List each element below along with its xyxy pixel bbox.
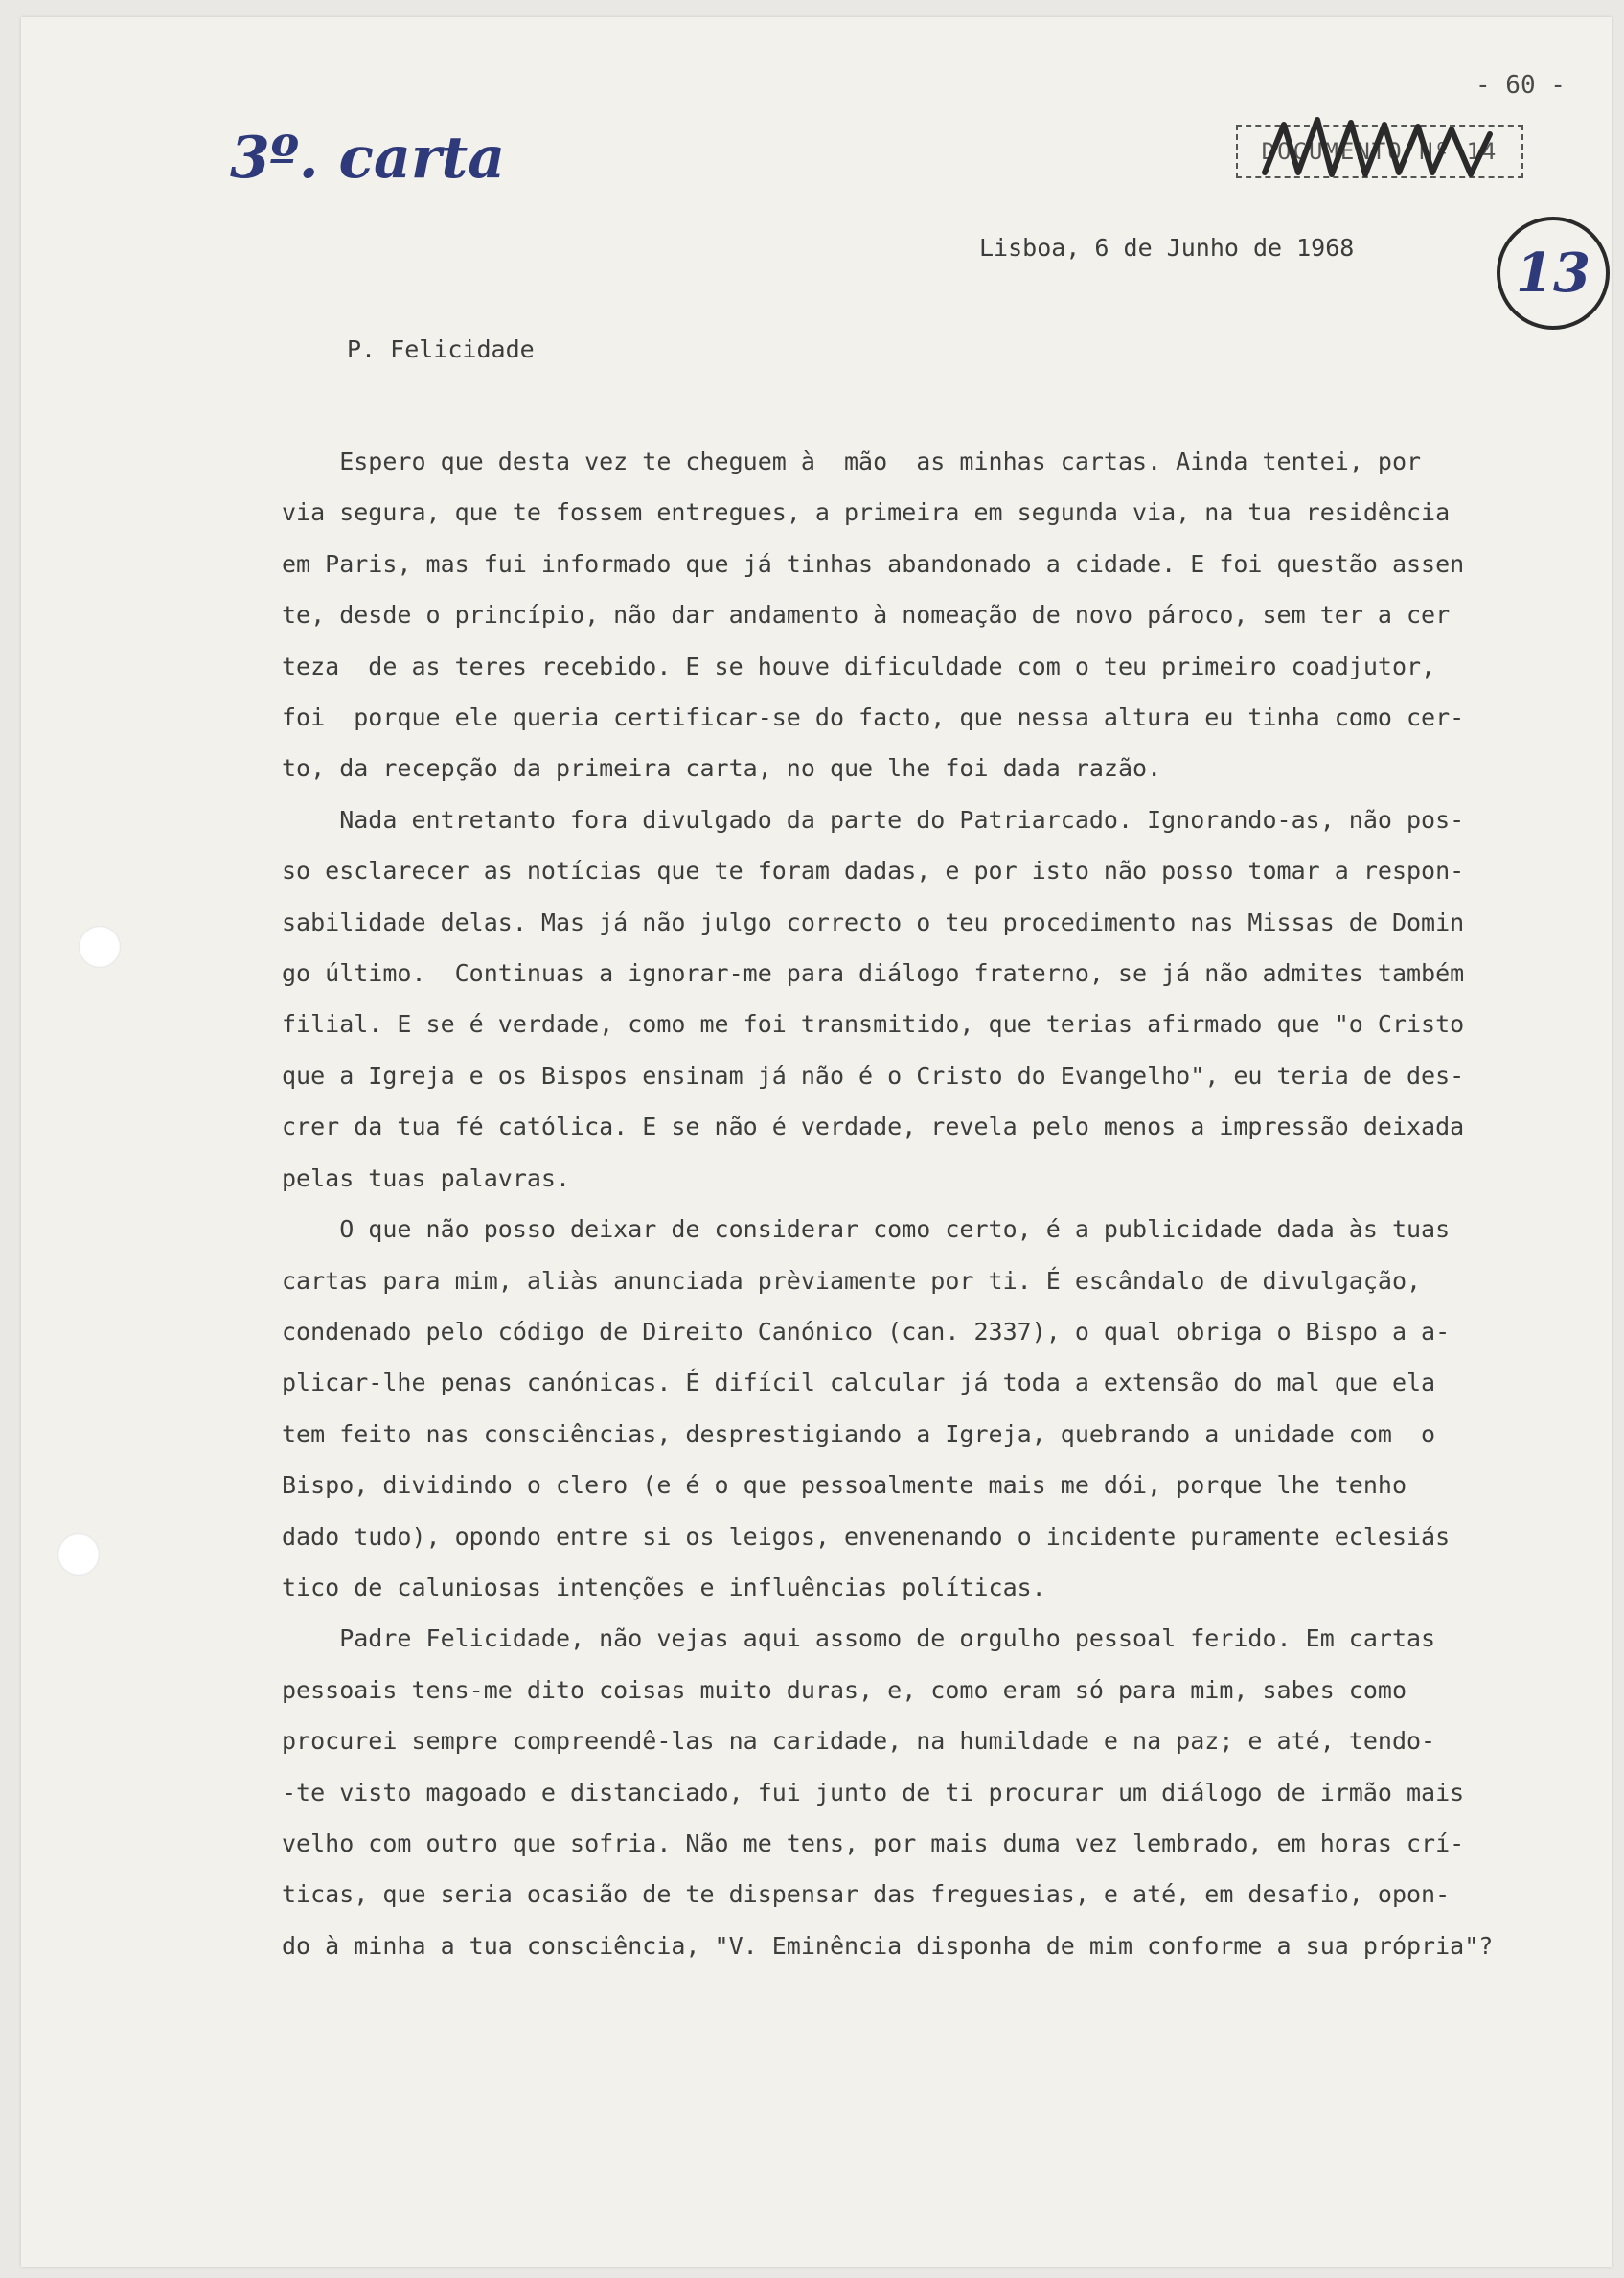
letter-dateline: Lisboa, 6 de Junho de 1968 (979, 234, 1355, 262)
letter-line: condenado pelo código de Direito Canónico (can. 2337), o qual obriga o Bispo a a- (282, 1317, 1451, 1346)
letter-line: O que não posso deixar de considerar como certo, é a publicidade dada às tuas (282, 1215, 1451, 1244)
letter-line: velho com outro que sofria. Não me tens, por mais duma vez lembrado, em horas crí- (282, 1829, 1465, 1857)
letter-line: plicar-lhe penas canónicas. É difícil calcular já toda a extensão do mal que ela (282, 1369, 1436, 1397)
letter-line: pessoais tens-me dito coisas muito duras, e, como eram só para mim, sabes como (282, 1675, 1407, 1704)
letter-line: ticas, que seria ocasião de te dispensar das freguesias, e até, em desafio, opon- (282, 1880, 1451, 1909)
letter-line: dado tudo), opondo entre si os leigos, envenenando o incidente puramente eclesiás (282, 1522, 1451, 1551)
letter-line: Bispo, dividindo o clero (e é o que pessoalmente mais me dói, porque lhe tenho (282, 1471, 1407, 1500)
letter-line: do à minha a tua consciência, "V. Eminência disponha de mim conforme a sua própria"? (282, 1931, 1494, 1960)
punch-hole (57, 1533, 100, 1576)
page-number: - 60 - (1475, 71, 1566, 100)
letter-salutation: P. Felicidade (347, 335, 535, 363)
letter-line: foi porque ele queria certificar-se do facto, que nessa altura eu tinha como cer- (282, 703, 1465, 732)
letter-line: pelas tuas palavras. (282, 1163, 571, 1192)
document-number-box: DOCUMENTO Nº 14 (1236, 125, 1523, 178)
letter-line: teza de as teres recebido. E se houve dificuldade com o teu primeiro coadjutor, (282, 652, 1436, 680)
letter-body (282, 436, 1566, 1971)
letter-line: so esclarecer as notícias que te foram dadas, e por isto não posso tomar a respon- (282, 857, 1465, 886)
letter-line: Padre Felicidade, não vejas aqui assomo de orgulho pessoal ferido. Em cartas (282, 1624, 1436, 1653)
punch-hole (79, 926, 121, 968)
letter-line: te, desde o princípio, não dar andamento à nomeação de novo pároco, sem ter a cer (282, 601, 1451, 630)
letter-line: tem feito nas consciências, desprestigiando a Igreja, quebrando a unidade com o (282, 1419, 1436, 1448)
letter-line: -te visto magoado e distanciado, fui junto de ti procurar um diálogo de irmão mais (282, 1778, 1465, 1806)
letter-line: cartas para mim, aliàs anunciada prèviamente por ti. É escândalo de divulgação, (282, 1266, 1422, 1295)
circled-number: 13 (1497, 217, 1610, 330)
letter-line: filial. E se é verdade, como me foi transmitido, que terias afirmado que "o Cristo (282, 1010, 1465, 1039)
letter-line: crer da tua fé católica. E se não é verdade, revela pelo menos a impressão deixada (282, 1113, 1465, 1141)
scribble-mark (1246, 105, 1514, 192)
letter-line: Espero que desta vez te cheguem à mão as minhas cartas. Ainda tentei, por (282, 448, 1422, 475)
letter-line: tico de caluniosas intenções e influências políticas. (282, 1573, 1046, 1601)
letter-line: procurei sempre compreendê-las na caridade, na humildade e na paz; e até, tendo- (282, 1727, 1436, 1756)
handwritten-letter-label: 3º. carta (230, 125, 506, 192)
letter-line: via segura, que te fossem entregues, a primeira em segunda via, na tua residência (282, 498, 1451, 527)
letter-line: to, da recepção da primeira carta, no que lhe foi dada razão. (282, 754, 1162, 783)
letter-line: go último. Continuas a ignorar-me para diálogo fraterno, se já não admites também (282, 959, 1465, 988)
letter-line: Nada entretanto fora divulgado da parte do Patriarcado. Ignorando-as, não pos- (282, 805, 1465, 834)
letter-line: que a Igreja e os Bispos ensinam já não é o Cristo do Evangelho", eu teria de des- (282, 1061, 1465, 1090)
letter-line: em Paris, mas fui informado que já tinhas abandonado a cidade. E foi questão assen (282, 549, 1465, 578)
letter-line: sabilidade delas. Mas já não julgo correcto o teu procedimento nas Missas de Domin (282, 908, 1465, 936)
